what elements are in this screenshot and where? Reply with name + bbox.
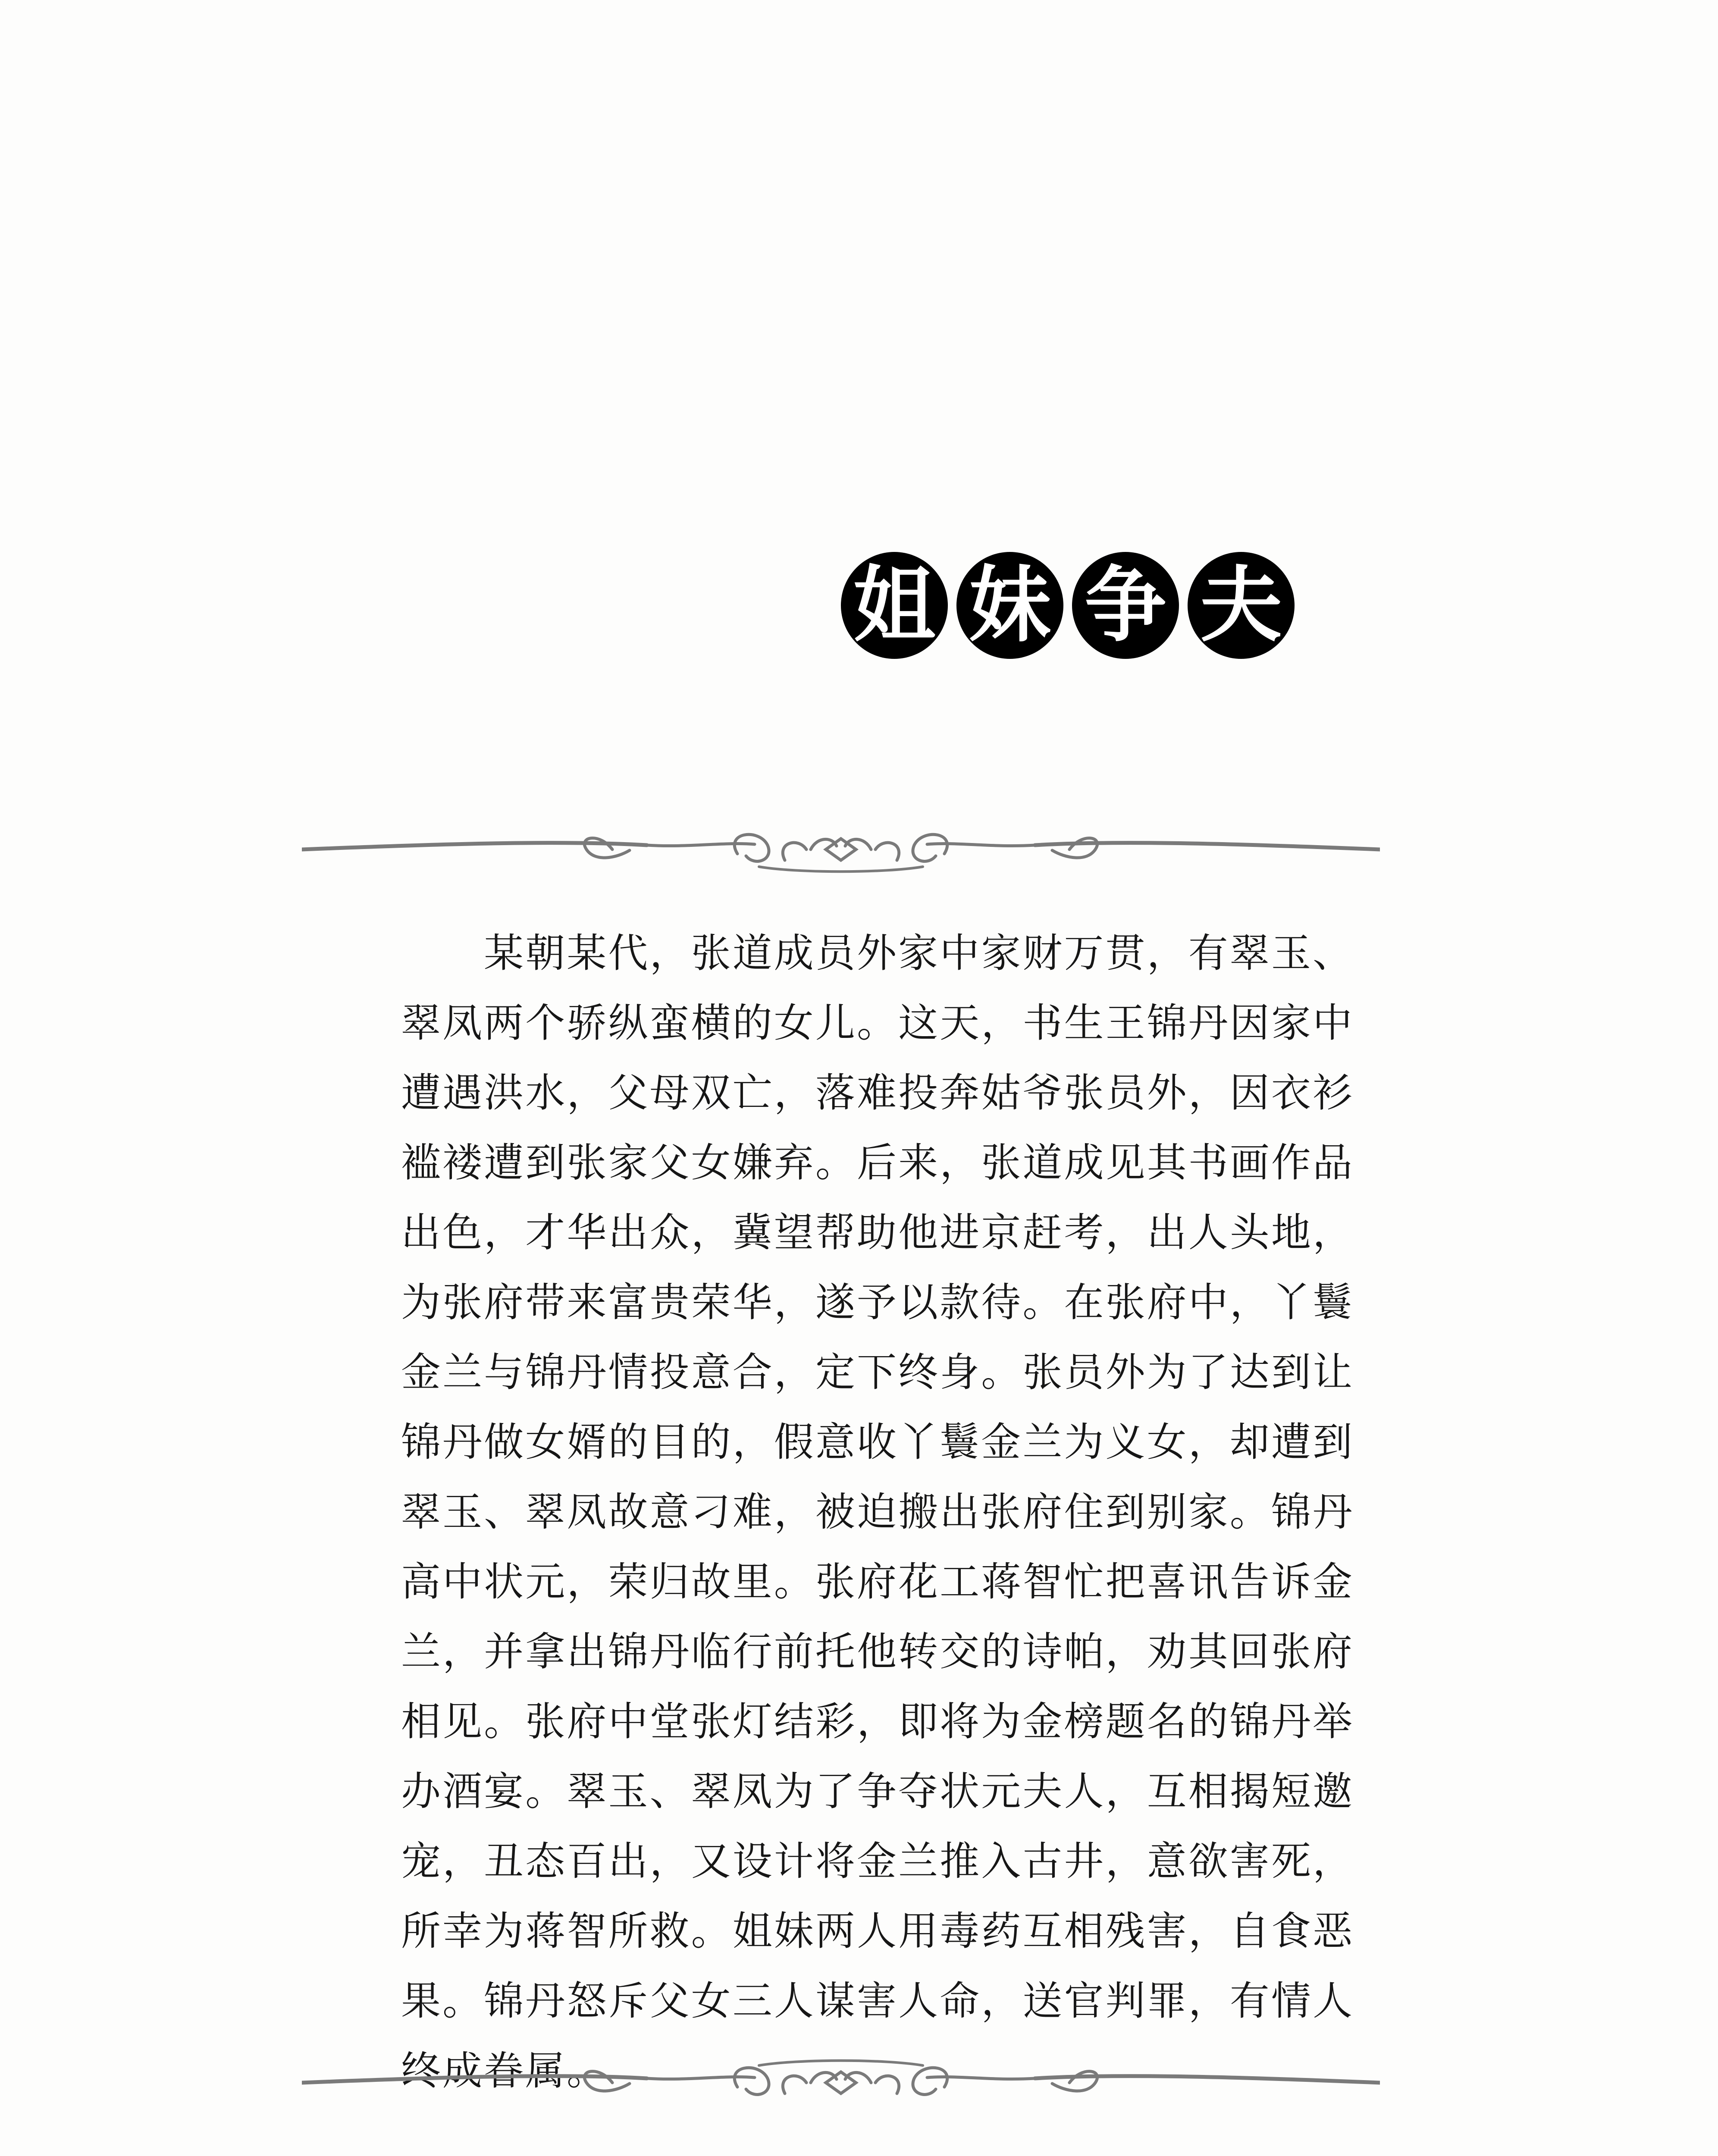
- title-char-1: 姐: [841, 552, 948, 659]
- scroll-divider-top: [302, 819, 1380, 880]
- title-char-2: 妹: [956, 552, 1063, 659]
- scroll-ornament-icon: [302, 819, 1380, 880]
- scroll-ornament-icon: [302, 2053, 1380, 2113]
- synopsis-paragraph: [401, 918, 1354, 2106]
- scroll-divider-bottom: [302, 2053, 1380, 2113]
- title-char-3: 争: [1072, 552, 1179, 659]
- synopsis-text: 某朝某代，张道成员外家中家财万贯，有翠玉、翠凤两个骄纵蛮横的女儿。这天，书生王锦丹因家中遭遇洪水，父母双亡，落难投奔姑爷张员外，因衣衫褴褛遭到张家父女嫌弃。后来，张道成见其书画作品出色，才华出众，冀望帮助他进京赶考，出人头地，为张府带来富贵荣华，遂予以款待。在张府中，丫鬟金兰与锦丹情投意合，定下终身。张员外为了达到让锦丹做女婿的目的，假意收丫鬟金兰为义女，却遭到翠玉、翠凤故意刁难，被迫搬出张府住到别家。锦丹高中状元，荣归故里。张府花工蒋智忙把喜讯告诉金兰，并拿出锦丹临行前托他转交的诗帕，劝其回张府相见。张府中堂张灯结彩，即将为金榜题名的锦丹举办酒宴。翠玉、翠凤为了争夺状元夫人，互相揭短邀宠，丑态百出，又设计将金兰推入古井，意欲害死，所幸为蒋智所救。姐妹两人用毒药互相残害，自食恶果。锦丹怒斥父女三人谋害人命，送官判罪，有情人终成眷属。: [401, 930, 1354, 2094]
- chapter-title: [841, 552, 1337, 664]
- title-char-4: 夫: [1188, 552, 1295, 659]
